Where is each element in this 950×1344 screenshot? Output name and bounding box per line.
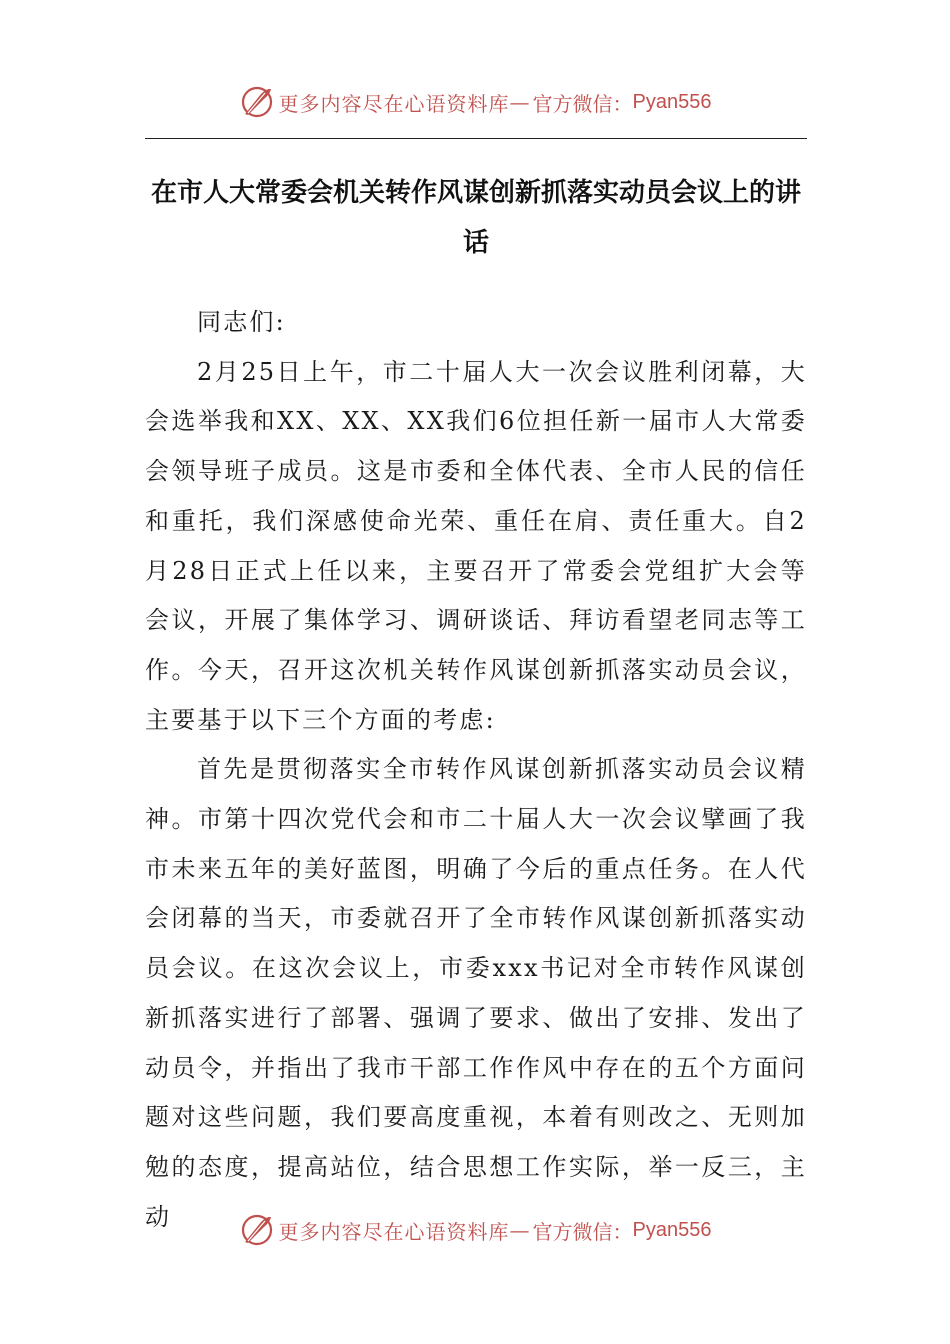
banner-site-name: 更多内容尽在心语资料库 [278,1219,510,1244]
banner-dash: — [509,1218,531,1242]
document-body [145,298,807,1242]
quill-pen-logo-icon [239,1212,275,1248]
banner-wechat-id: Pyan556 [632,90,712,113]
body-paragraph: 首先是贯彻落实全市转作风谋创新抓落实动员会议精神。市第十四次党代会和市二十届人大一次会议擘画了我市未来五年的美好蓝图，明确了今后的重点任务。在人代会闭幕的当天，市委就召开了全市转作风谋创新抓落实动员会议。在这次会议上，市委xxx书记对全市转作风谋创新抓落实进行了部署、强调了要求、做出了安排、发出了动员令，并指出了我市干部工作作风中存在的五个方面问题对这些问题，我们要高度重视，本着有则改之、无则加勉的态度，提高站位，结合思想工作实际，举一反三，主动 [145,755,807,1231]
banner-wechat-label: 官方微信： [532,1219,633,1244]
banner-wechat-id: Pyan556 [632,1218,712,1241]
salutation: 同志们: [197,308,286,336]
banner-wechat-label: 官方微信： [532,91,633,116]
body-paragraph: 2月25日上午，市二十届人大一次会议胜利闭幕，大会选举我和XX、XX、XX我们6位担任新一届市人大常委会领导班子成员。这是市委和全体代表、全市人民的信任和重托，我们深感使命光荣、重任在肩、责任重大。自2月28日正式上任以来，主要召开了常委会党组扩大会等会议，开展了集体学习、调研谈话、拜访看望老同志等工作。今天，召开这次机关转作风谋创新抓落实动员会议，主要基于以下三个方面的考虑: [145,357,807,734]
banner-site-name: 更多内容尽在心语资料库 [278,91,510,116]
footer-banner [0,1208,950,1252]
document-title: 在市人大常委会机关转作风谋创新抓落实动员会议上的讲话 [150,178,801,258]
banner-dash: — [509,90,531,114]
quill-pen-logo-icon [239,84,275,120]
header-banner [0,80,950,124]
header-divider [145,138,807,139]
